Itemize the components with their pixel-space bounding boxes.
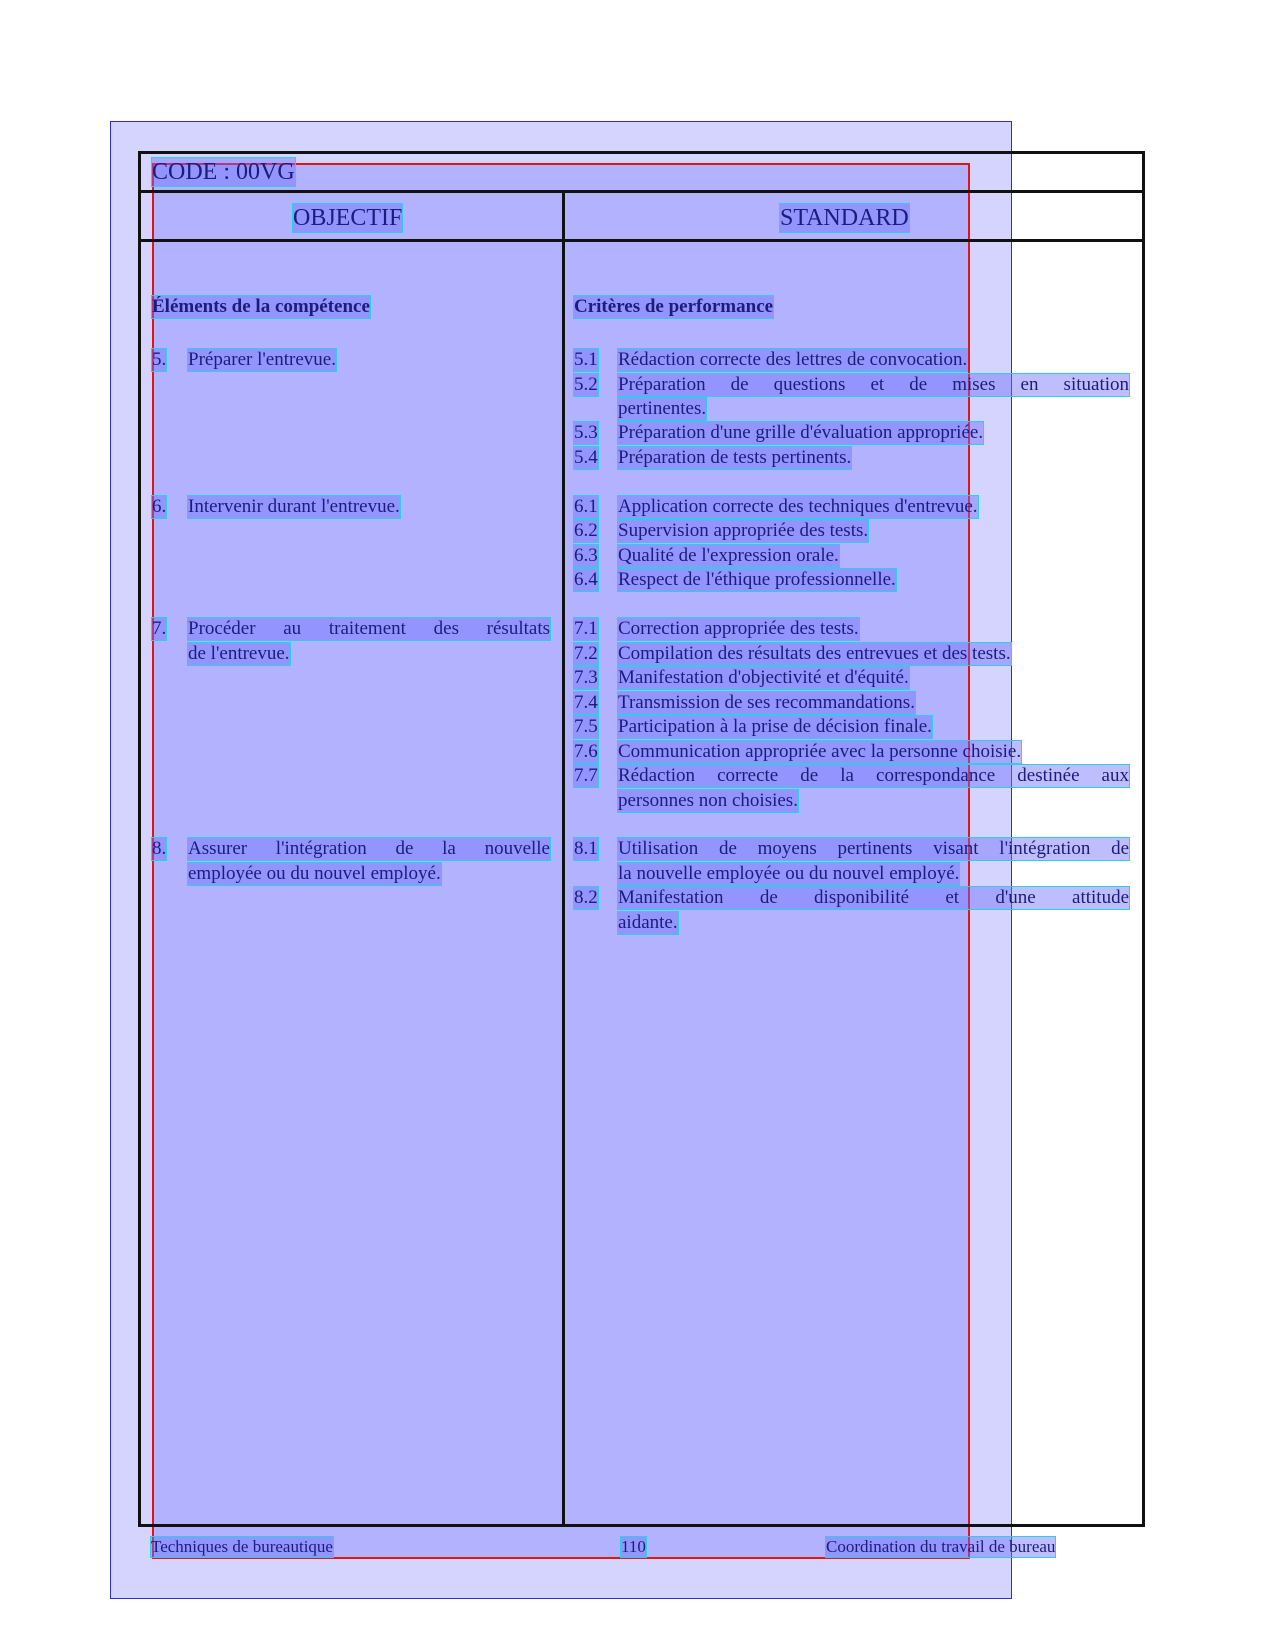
criterion-number: 7.6 <box>574 741 598 762</box>
element-text: Assurer l'intégration de la nouvelle <box>188 838 550 859</box>
criterion-text: Préparation d'une grille d'évaluation appropriée. <box>618 422 984 443</box>
section-title-criteres: Critères de performance <box>574 296 774 317</box>
criterion-text: Supervision appropriée des tests. <box>618 520 869 541</box>
criterion-text: la nouvelle employée ou du nouvel employé. <box>618 863 960 884</box>
criterion-text: Rédaction correcte de la correspondance destinée aux <box>618 765 1129 786</box>
header-row-divider <box>138 239 1145 242</box>
criterion-text: Correction appropriée des tests. <box>618 618 859 639</box>
element-number: 8. <box>152 838 167 859</box>
code-label: CODE : 00VG <box>152 159 295 185</box>
element-text: de l'entrevue. <box>188 643 290 664</box>
criterion-number: 8.2 <box>574 887 598 908</box>
criterion-number: 6.2 <box>574 520 598 541</box>
element-number: 6. <box>152 496 167 517</box>
criterion-text: Respect de l'éthique professionnelle. <box>618 569 896 590</box>
criterion-number: 7.1 <box>574 618 598 639</box>
criterion-text: Manifestation de disponibilité et d'une attitude <box>618 887 1129 908</box>
element-text: employée ou du nouvel employé. <box>188 863 441 884</box>
footer-program: Techniques de bureautique <box>151 1537 333 1556</box>
criterion-text: Préparation de questions et de mises en situation <box>618 374 1129 395</box>
criterion-number: 6.4 <box>574 569 598 590</box>
element-text: Procéder au traitement des résultats <box>188 618 550 639</box>
criterion-text: Rédaction correcte des lettres de convocation. <box>618 349 968 370</box>
criterion-text: Qualité de l'expression orale. <box>618 545 839 566</box>
footer-course-title: Coordination du travail de bureau <box>826 1537 1056 1556</box>
criterion-text: aidante. <box>618 912 678 933</box>
code-row-divider <box>138 190 1145 193</box>
criterion-number: 5.3 <box>574 422 598 443</box>
header-objectif: OBJECTIF <box>293 205 403 231</box>
column-divider <box>562 192 565 1527</box>
criterion-number: 5.1 <box>574 349 598 370</box>
section-title-elements: Éléments de la compétence <box>152 296 370 317</box>
criterion-text: Utilisation de moyens pertinents visant l'intégration de <box>618 838 1129 859</box>
criterion-number: 5.4 <box>574 447 598 468</box>
criterion-number: 6.1 <box>574 496 598 517</box>
criterion-text: Compilation des résultats des entrevues et des tests. <box>618 643 1011 664</box>
criterion-number: 6.3 <box>574 545 598 566</box>
criterion-number: 7.5 <box>574 716 598 737</box>
footer-page-number: 110 <box>621 1537 646 1556</box>
criterion-number: 8.1 <box>574 838 598 859</box>
element-number: 5. <box>152 349 167 370</box>
criterion-text: Communication appropriée avec la personne choisie. <box>618 741 1022 762</box>
element-number: 7. <box>152 618 167 639</box>
criterion-text: Transmission de ses recommandations. <box>618 692 915 713</box>
criterion-text: Application correcte des techniques d'entrevue. <box>618 496 978 517</box>
criterion-number: 7.7 <box>574 765 598 786</box>
criterion-number: 7.3 <box>574 667 598 688</box>
element-text: Intervenir durant l'entrevue. <box>188 496 400 517</box>
criterion-number: 7.2 <box>574 643 598 664</box>
criterion-text: Préparation de tests pertinents. <box>618 447 852 468</box>
header-standard: STANDARD <box>780 205 909 231</box>
element-text: Préparer l'entrevue. <box>188 349 336 370</box>
criterion-number: 7.4 <box>574 692 598 713</box>
criterion-number: 5.2 <box>574 374 598 395</box>
criterion-text: personnes non choisies. <box>618 790 798 811</box>
criterion-text: Participation à la prise de décision finale. <box>618 716 932 737</box>
criterion-text: pertinentes. <box>618 398 707 419</box>
criterion-text: Manifestation d'objectivité et d'équité. <box>618 667 909 688</box>
